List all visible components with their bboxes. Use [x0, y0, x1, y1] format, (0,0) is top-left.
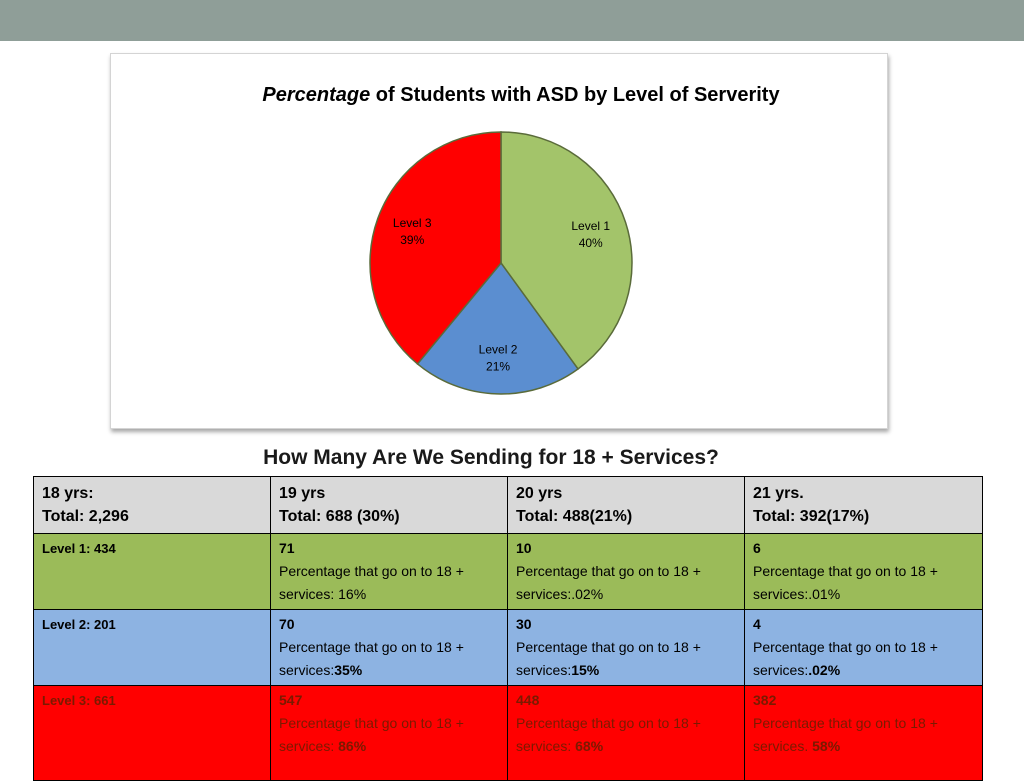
cell-text — [516, 659, 736, 682]
header-age: 21 yrs. — [753, 485, 804, 502]
cell-pct: 68% — [575, 738, 604, 754]
chart-title-rest: of Students with ASD by Level of Serverity — [370, 84, 780, 106]
cell-text-2: services: — [516, 738, 576, 754]
cell-text-2: services:.01% — [753, 586, 841, 602]
cell-text — [753, 659, 974, 682]
services-table — [33, 476, 983, 781]
cell-text: Percentage that go on to 18 + — [279, 715, 464, 731]
cell-text — [516, 735, 736, 758]
cell-text: Percentage that go on to 18 + — [279, 563, 464, 579]
table-cell — [745, 610, 983, 686]
cell-pct: 86% — [338, 738, 367, 754]
cell-text — [753, 735, 974, 758]
top-banner — [0, 0, 1024, 41]
header-age: 18 yrs: — [42, 485, 94, 502]
cell-text — [279, 735, 499, 758]
table-row-level-3 — [34, 686, 983, 781]
table-cell — [508, 534, 745, 610]
table-cell — [271, 534, 508, 610]
cell-count: 10 — [516, 540, 532, 556]
table-title: How Many Are We Sending for 18 + Services? — [263, 446, 719, 469]
cell-count: 382 — [753, 692, 777, 708]
header-total: Total: 2,296 — [42, 508, 129, 525]
table-cell — [508, 686, 745, 781]
chart-title — [110, 84, 932, 107]
table-cell — [271, 686, 508, 781]
cell-text — [753, 583, 974, 606]
cell-pct: 58% — [812, 738, 841, 754]
cell-text-2: services:.02% — [516, 586, 604, 602]
cell-text: Percentage that go on to 18 + — [753, 639, 938, 655]
row-label: Level 3: 661 — [34, 686, 271, 781]
table-row-level-2 — [34, 610, 983, 686]
slice-label-1: Level 1 — [571, 218, 611, 233]
table-header-row — [34, 477, 983, 534]
cell-count: 448 — [516, 692, 540, 708]
cell-count: 30 — [516, 616, 532, 632]
cell-text: Percentage that go on to 18 + — [753, 563, 938, 579]
header-total: Total: 688 (30%) — [279, 508, 400, 525]
cell-text: Percentage that go on to 18 + — [516, 563, 701, 579]
table-cell — [508, 610, 745, 686]
header-cell-20 — [508, 477, 745, 534]
table-cell — [271, 610, 508, 686]
cell-pct: 15% — [571, 662, 600, 678]
header-total: Total: 392(17%) — [753, 508, 870, 525]
cell-count: 6 — [753, 540, 761, 556]
slice-label-3: Level 3 — [392, 216, 432, 231]
cell-text — [279, 583, 499, 606]
chart-frame — [110, 53, 888, 429]
table-cell — [745, 534, 983, 610]
cell-count: 547 — [279, 692, 303, 708]
slice-value-3: 39% — [400, 233, 425, 248]
header-total: Total: 488(21%) — [516, 508, 633, 525]
cell-text-2: services: — [516, 662, 572, 678]
cell-text: Percentage that go on to 18 + — [279, 639, 464, 655]
cell-count: 4 — [753, 616, 761, 632]
cell-text: Percentage that go on to 18 + — [516, 639, 701, 655]
cell-text-2: services. — [753, 738, 813, 754]
cell-pct: 35% — [334, 662, 363, 678]
header-age: 19 yrs — [279, 485, 326, 502]
table-cell — [745, 686, 983, 781]
cell-text-2: services: — [753, 662, 809, 678]
cell-text: Percentage that go on to 18 + — [753, 715, 938, 731]
header-age: 20 yrs — [516, 485, 563, 502]
header-cell-21 — [745, 477, 983, 534]
chart-title-italic: Percentage — [262, 84, 371, 106]
slice-value-2: 21% — [486, 359, 511, 374]
cell-text-2: services: 16% — [279, 586, 367, 602]
header-cell-18 — [34, 477, 271, 534]
slice-value-1: 40% — [578, 235, 603, 250]
cell-pct: .02% — [808, 662, 841, 678]
cell-count: 71 — [279, 540, 295, 556]
row-label: Level 2: 201 — [34, 610, 271, 686]
cell-text: Percentage that go on to 18 + — [516, 715, 701, 731]
header-cell-19 — [271, 477, 508, 534]
cell-text — [279, 659, 499, 682]
row-label: Level 1: 434 — [34, 534, 271, 610]
cell-text-2: services: — [279, 662, 335, 678]
pie-chart — [111, 54, 887, 428]
cell-count: 70 — [279, 616, 295, 632]
table-row-level-1 — [34, 534, 983, 610]
cell-text-2: services: — [279, 738, 339, 754]
cell-text — [516, 583, 736, 606]
slice-label-2: Level 2 — [478, 342, 518, 357]
